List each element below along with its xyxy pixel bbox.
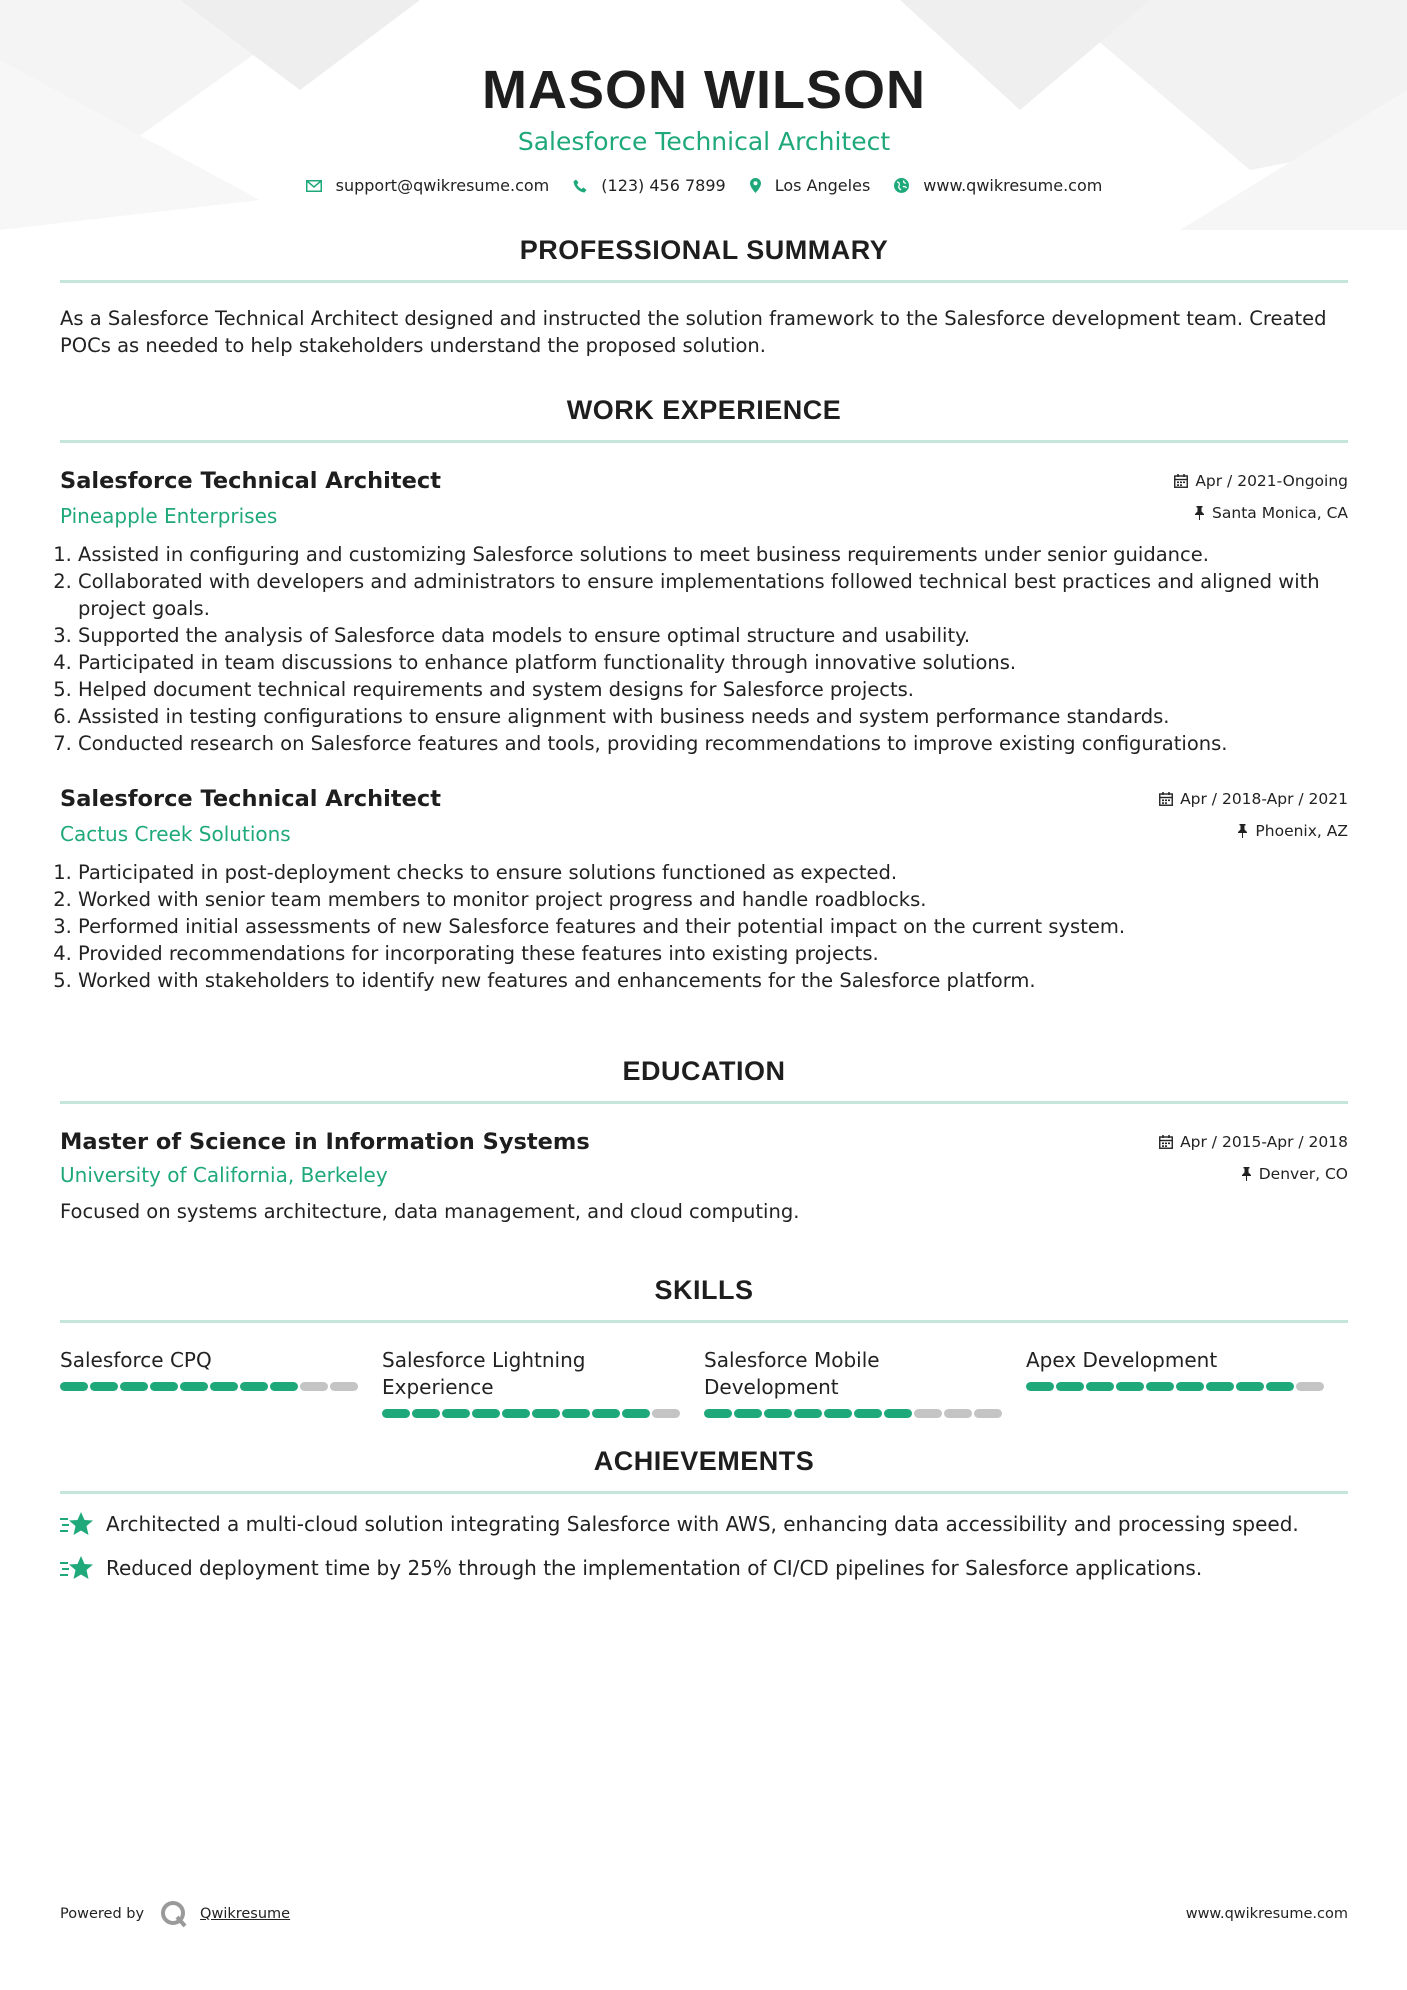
job-location: Santa Monica, CA: [1212, 504, 1348, 522]
achievement-text: Architected a multi-cloud solution integrating Salesforce with AWS, enhancing data accessibility and processing speed.: [106, 1512, 1299, 1536]
rating-dot-filled: [1116, 1382, 1144, 1391]
rating-dot-filled: [532, 1409, 560, 1418]
achievements-section: [60, 1446, 1348, 1582]
skill-name: Salesforce Mobile Development: [704, 1348, 880, 1399]
rating-dot-filled: [180, 1382, 208, 1391]
list-item: 3. Supported the analysis of Salesforce data models to ensure optimal structure and usability.: [78, 622, 1348, 649]
email-text: support@qwikresume.com: [335, 176, 550, 195]
rating-dot-filled: [1176, 1382, 1204, 1391]
rating-dot-filled: [1056, 1382, 1084, 1391]
education-dates: Apr / 2015-Apr / 2018: [1180, 1133, 1348, 1151]
rating-dot-filled: [764, 1409, 792, 1418]
achievement-item: [60, 1510, 1348, 1538]
job-entry: [60, 465, 1348, 757]
rating-dot-empty: [944, 1409, 972, 1418]
rating-dot-filled: [824, 1409, 852, 1418]
rating-dot-filled: [472, 1409, 500, 1418]
rating-dot-filled: [1236, 1382, 1264, 1391]
skill-item: [1026, 1347, 1348, 1418]
rating-dot-filled: [1146, 1382, 1174, 1391]
list-item: 1. Assisted in configuring and customizing Salesforce solutions to meet business requirements under senior guidance.: [78, 541, 1348, 568]
skills-grid: [60, 1347, 1348, 1418]
achievements-heading: ACHIEVEMENTS: [60, 1446, 1348, 1494]
resume-header: [60, 0, 1348, 195]
job-role: Salesforce Technical Architect: [60, 468, 441, 494]
rating-dot-empty: [300, 1382, 328, 1391]
rating-dot-filled: [1026, 1382, 1054, 1391]
education-entry: [60, 1126, 1348, 1225]
phone-icon: [573, 179, 587, 193]
rating-dot-empty: [330, 1382, 358, 1391]
contact-website[interactable]: [894, 176, 1102, 195]
rating-dot-filled: [240, 1382, 268, 1391]
envelope-icon: [306, 180, 322, 192]
skill-item: [60, 1347, 382, 1418]
job-entry: [60, 783, 1348, 994]
resume-page: [60, 0, 1348, 1582]
degree: Master of Science in Information Systems: [60, 1129, 590, 1155]
rating-dot-filled: [1086, 1382, 1114, 1391]
job-dates: Apr / 2021-Ongoing: [1195, 472, 1348, 490]
list-item: 3. Performed initial assessments of new Salesforce features and their potential impact on the current system.: [78, 913, 1348, 940]
rating-dot-filled: [502, 1409, 530, 1418]
pushpin-icon: [1237, 824, 1248, 838]
list-item: 4. Provided recommendations for incorporating these features into existing projects.: [78, 940, 1348, 967]
skill-rating: [382, 1409, 704, 1418]
education-location: Denver, CO: [1258, 1165, 1348, 1183]
contact-location: [750, 176, 871, 195]
job-company: Pineapple Enterprises: [60, 504, 278, 528]
website-text: www.qwikresume.com: [923, 176, 1103, 195]
skill-rating: [60, 1382, 382, 1391]
powered-by-label: Powered by: [60, 1906, 145, 1922]
rating-dot-filled: [1266, 1382, 1294, 1391]
rating-dot-filled: [382, 1409, 410, 1418]
skill-name: Salesforce CPQ: [60, 1348, 212, 1372]
calendar-icon: [1174, 474, 1188, 488]
summary-text: As a Salesforce Technical Architect designed and instructed the solution framework to the Salesforce development team. Created POCs as needed to help stakeholders understand the proposed solution.: [60, 307, 1327, 357]
rating-dot-filled: [794, 1409, 822, 1418]
star-badge-icon: [60, 1511, 94, 1537]
skill-name: Salesforce Lightning Experience: [382, 1348, 586, 1399]
rating-dot-filled: [854, 1409, 882, 1418]
rating-dot-filled: [412, 1409, 440, 1418]
contact-email[interactable]: [306, 176, 550, 195]
job-bullets: [60, 859, 1348, 994]
skills-section: [60, 1275, 1348, 1418]
rating-dot-filled: [1206, 1382, 1234, 1391]
achievement-item: [60, 1554, 1348, 1582]
rating-dot-empty: [914, 1409, 942, 1418]
rating-dot-filled: [90, 1382, 118, 1391]
rating-dot-empty: [1296, 1382, 1324, 1391]
list-item: 2. Collaborated with developers and administrators to ensure implementations followed technical best practices and aligned with project goals.: [78, 568, 1348, 622]
rating-dot-filled: [120, 1382, 148, 1391]
experience-section: [60, 395, 1348, 994]
education-description: Focused on systems architecture, data management, and cloud computing.: [60, 1200, 800, 1223]
list-item: 1. Participated in post-deployment checks to ensure solutions functioned as expected.: [78, 859, 1348, 886]
list-item: 7. Conducted research on Salesforce features and tools, providing recommendations to improve existing configurations.: [78, 730, 1348, 757]
skills-heading: SKILLS: [60, 1275, 1348, 1323]
rating-dot-filled: [734, 1409, 762, 1418]
list-item: 4. Participated in team discussions to enhance platform functionality through innovative solutions.: [78, 649, 1348, 676]
skill-rating: [1026, 1382, 1348, 1391]
page-footer: [60, 1900, 1348, 1928]
rating-dot-filled: [884, 1409, 912, 1418]
calendar-icon: [1159, 1135, 1173, 1149]
pushpin-icon: [1241, 1167, 1252, 1181]
rating-dot-filled: [210, 1382, 238, 1391]
rating-dot-filled: [592, 1409, 620, 1418]
job-company: Cactus Creek Solutions: [60, 822, 291, 846]
qwikresume-logo-icon: [160, 1900, 188, 1928]
rating-dot-filled: [704, 1409, 732, 1418]
candidate-title: Salesforce Technical Architect: [517, 127, 891, 156]
phone-text: (123) 456 7899: [601, 176, 726, 195]
contact-phone[interactable]: [573, 176, 725, 195]
achievement-text: Reduced deployment time by 25% through the implementation of CI/CD pipelines for Salesforce applications.: [106, 1556, 1203, 1580]
contact-bar: [60, 176, 1348, 195]
school: University of California, Berkeley: [60, 1163, 388, 1187]
rating-dot-filled: [442, 1409, 470, 1418]
star-badge-icon: [60, 1555, 94, 1581]
skill-rating: [704, 1409, 1026, 1418]
map-pin-icon: [750, 178, 761, 193]
skill-item: [382, 1347, 704, 1418]
candidate-name: MASON WILSON: [482, 60, 926, 120]
list-item: 5. Helped document technical requirements and system designs for Salesforce projects.: [78, 676, 1348, 703]
job-dates: Apr / 2018-Apr / 2021: [1180, 790, 1348, 808]
rating-dot-filled: [270, 1382, 298, 1391]
summary-section: [60, 235, 1348, 359]
list-item: 6. Assisted in testing configurations to ensure alignment with business needs and system performance standards.: [78, 703, 1348, 730]
experience-heading: WORK EXPERIENCE: [60, 395, 1348, 443]
rating-dot-filled: [150, 1382, 178, 1391]
footer-website[interactable]: www.qwikresume.com: [1185, 1906, 1348, 1922]
pushpin-icon: [1194, 506, 1205, 520]
skill-name: Apex Development: [1026, 1348, 1218, 1372]
location-text: Los Angeles: [774, 176, 871, 195]
calendar-icon: [1159, 792, 1173, 806]
education-heading: EDUCATION: [60, 1056, 1348, 1104]
summary-heading: PROFESSIONAL SUMMARY: [60, 235, 1348, 283]
rating-dot-empty: [652, 1409, 680, 1418]
list-item: 2. Worked with senior team members to monitor project progress and handle roadblocks.: [78, 886, 1348, 913]
rating-dot-filled: [562, 1409, 590, 1418]
rating-dot-empty: [974, 1409, 1002, 1418]
education-section: [60, 1056, 1348, 1225]
rating-dot-filled: [622, 1409, 650, 1418]
list-item: 5. Worked with stakeholders to identify new features and enhancements for the Salesforce platform.: [78, 967, 1348, 994]
job-location: Phoenix, AZ: [1255, 822, 1348, 840]
skill-item: [704, 1347, 1026, 1418]
job-bullets: [60, 541, 1348, 757]
rating-dot-filled: [60, 1382, 88, 1391]
powered-by: [60, 1900, 290, 1928]
job-role: Salesforce Technical Architect: [60, 786, 441, 812]
brand-link[interactable]: Qwikresume: [200, 1906, 291, 1922]
globe-icon: [894, 178, 909, 193]
